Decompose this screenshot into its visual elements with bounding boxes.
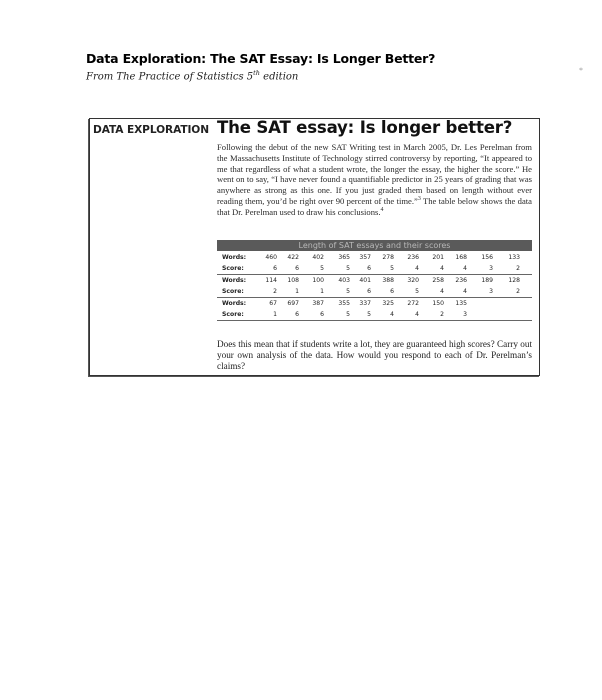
score-cell: 1 bbox=[295, 288, 299, 295]
page-subtitle bbox=[86, 69, 298, 82]
score-label: Score: bbox=[222, 288, 244, 295]
subtitle-superscript: th bbox=[253, 69, 260, 77]
score-cell: 5 bbox=[320, 265, 324, 272]
words-cell: 100 bbox=[312, 277, 324, 284]
subtitle-text: From The Practice of Statistics 5 bbox=[86, 71, 254, 83]
score-cell: 6 bbox=[273, 265, 277, 272]
words-cell: 422 bbox=[287, 254, 299, 261]
score-cell: 1 bbox=[273, 311, 277, 318]
score-cell: 4 bbox=[440, 265, 444, 272]
score-cell: 5 bbox=[415, 288, 419, 295]
question-paragraph: Does this mean that if students write a lot, they are guaranteed high scores? Carry out your own analysis of the data. How would you respond to each of Dr. Perelman’s claims? bbox=[217, 339, 532, 372]
score-cell: 3 bbox=[489, 265, 493, 272]
box-title: The SAT essay: Is longer better? bbox=[217, 118, 513, 137]
score-cell: 6 bbox=[295, 265, 299, 272]
words-cell: 365 bbox=[338, 254, 350, 261]
words-label: Words: bbox=[222, 277, 247, 284]
table-row-words bbox=[217, 252, 532, 263]
words-cell: 388 bbox=[382, 277, 394, 284]
words-cell: 135 bbox=[455, 300, 467, 307]
words-cell: 201 bbox=[432, 254, 444, 261]
score-cell: 1 bbox=[320, 288, 324, 295]
words-cell: 236 bbox=[455, 277, 467, 284]
score-cell: 3 bbox=[489, 288, 493, 295]
stray-mark: * bbox=[579, 66, 583, 75]
score-cell: 5 bbox=[346, 311, 350, 318]
intro-text: Following the debut of the new SAT Writing test in March 2005, Dr. Les Perelman from the Massachusetts Institute of Technology stirred controversy by reporting, “It appeared to me that regardless of what a student wrote, the longer the essay, the higher the score.” He went on to say, “I have never found a quantifiable predictor in 25 years of grading that was anywhere as strong as this one. If you just graded them based on length without ever reading them, you’d be right over 90 percent of the time.” bbox=[217, 142, 532, 206]
words-cell: 402 bbox=[312, 254, 324, 261]
score-cell: 4 bbox=[463, 265, 467, 272]
score-cell: 6 bbox=[367, 288, 371, 295]
words-label: Words: bbox=[222, 254, 247, 261]
score-cell: 2 bbox=[516, 265, 520, 272]
words-cell: 236 bbox=[407, 254, 419, 261]
table-caption: Length of SAT essays and their scores bbox=[298, 241, 451, 250]
score-label: Score: bbox=[222, 265, 244, 272]
box-tag: DATA EXPLORATION bbox=[93, 124, 209, 136]
intro-text-continued: The table below shows the data that Dr. Perelman used to draw his conclusions. bbox=[217, 195, 532, 217]
words-cell: 325 bbox=[382, 300, 394, 307]
words-cell: 114 bbox=[265, 277, 277, 284]
data-table bbox=[217, 252, 532, 321]
table-caption-banner bbox=[217, 240, 532, 251]
table-row-words bbox=[217, 297, 532, 309]
words-cell: 133 bbox=[508, 254, 520, 261]
score-cell: 4 bbox=[415, 265, 419, 272]
words-cell: 278 bbox=[382, 254, 394, 261]
words-cell: 401 bbox=[359, 277, 371, 284]
score-cell: 6 bbox=[295, 311, 299, 318]
footnote-ref: 4 bbox=[380, 206, 384, 213]
score-cell: 4 bbox=[390, 311, 394, 318]
words-cell: 189 bbox=[481, 277, 493, 284]
words-cell: 403 bbox=[338, 277, 350, 284]
table-row-score bbox=[217, 309, 532, 321]
score-cell: 4 bbox=[440, 288, 444, 295]
words-cell: 67 bbox=[269, 300, 277, 307]
subtitle-suffix: edition bbox=[259, 71, 299, 83]
score-cell: 2 bbox=[273, 288, 277, 295]
table-row-score bbox=[217, 263, 532, 274]
score-cell: 5 bbox=[367, 311, 371, 318]
words-cell: 108 bbox=[287, 277, 299, 284]
words-cell: 320 bbox=[407, 277, 419, 284]
score-cell: 4 bbox=[415, 311, 419, 318]
words-cell: 460 bbox=[265, 254, 277, 261]
score-cell: 6 bbox=[367, 265, 371, 272]
words-cell: 387 bbox=[312, 300, 324, 307]
words-cell: 128 bbox=[508, 277, 520, 284]
words-cell: 150 bbox=[432, 300, 444, 307]
score-cell: 2 bbox=[516, 288, 520, 295]
words-cell: 357 bbox=[359, 254, 371, 261]
score-cell: 4 bbox=[463, 288, 467, 295]
score-cell: 5 bbox=[390, 265, 394, 272]
words-cell: 697 bbox=[287, 300, 299, 307]
score-cell: 3 bbox=[463, 311, 467, 318]
score-label: Score: bbox=[222, 311, 244, 318]
score-cell: 5 bbox=[346, 265, 350, 272]
score-cell: 6 bbox=[320, 311, 324, 318]
words-cell: 156 bbox=[481, 254, 493, 261]
words-label: Words: bbox=[222, 300, 247, 307]
intro-paragraph bbox=[217, 142, 532, 218]
score-cell: 5 bbox=[346, 288, 350, 295]
footnote-ref: 3 bbox=[417, 196, 421, 203]
words-cell: 272 bbox=[407, 300, 419, 307]
table-row-words bbox=[217, 274, 532, 286]
words-cell: 168 bbox=[455, 254, 467, 261]
score-cell: 2 bbox=[440, 311, 444, 318]
table-row-score bbox=[217, 286, 532, 297]
page-title: Data Exploration: The SAT Essay: Is Longer Better? bbox=[86, 51, 436, 66]
score-cell: 6 bbox=[390, 288, 394, 295]
words-cell: 258 bbox=[432, 277, 444, 284]
words-cell: 337 bbox=[359, 300, 371, 307]
words-cell: 355 bbox=[338, 300, 350, 307]
